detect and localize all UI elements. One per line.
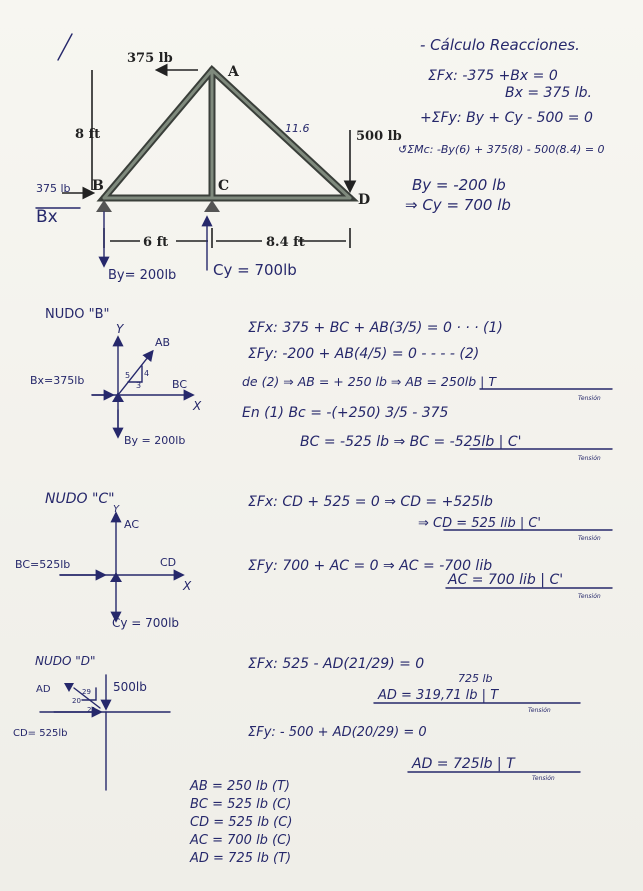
- node-b-x: X: [193, 399, 202, 413]
- joint-b-label: B: [92, 178, 104, 194]
- summary-item: BC = 525 lb (C): [190, 797, 292, 812]
- tension-tag: Tensión: [578, 395, 601, 402]
- span-cd-label: 8.4 ft: [266, 235, 305, 250]
- node-d-t-29: 29: [82, 688, 91, 696]
- node-c-eq-3: ΣFy: 700 + AC = 0 ⇒ AC = -700 lib: [248, 558, 493, 574]
- tension-tag: Tensión: [532, 775, 555, 782]
- node-b-y: Y: [116, 322, 124, 336]
- joint-d-label: D: [358, 192, 371, 208]
- diag-length-label: 11.6: [285, 122, 310, 135]
- node-d-eq-5: AD = 725lb | T: [412, 756, 515, 772]
- node-c-cd: CD: [160, 556, 177, 569]
- summary-item: AC = 700 lb (C): [190, 833, 292, 848]
- node-b-eq-5: BC = -525 lb ⇒ BC = -525lb | C': [300, 434, 522, 450]
- reactions-line-3: +ΣFy: By + Cy - 500 = 0: [420, 110, 593, 126]
- node-b-tri-3: 3: [136, 381, 142, 390]
- node-b-tri-4: 4: [144, 369, 150, 378]
- ad-arrowhead: [64, 683, 74, 692]
- node-c-bc: BC=525lb: [15, 558, 71, 571]
- reactions-line-1: ΣFx: -375 +Bx = 0: [428, 68, 558, 84]
- pin-support-b: [96, 200, 112, 212]
- node-b-eq-1: ΣFx: 375 + BC + AB(3/5) = 0 · · · (1): [248, 320, 503, 336]
- node-c-cy: Cy = 700lb: [112, 616, 180, 630]
- node-c-x: X: [183, 579, 192, 593]
- node-b-by: By = 200lb: [124, 434, 186, 447]
- node-b-bc: BC: [172, 378, 188, 391]
- cy-label: Cy = 700lb: [213, 261, 297, 279]
- node-c-eq-4: AC = 700 lib | C': [448, 572, 564, 588]
- node-d-load: 500lb: [113, 680, 147, 694]
- node-d-equations: [248, 656, 580, 772]
- node-b-ab: AB: [155, 336, 171, 349]
- node-b-eq-4: En (1) Bc = -(+250) 3/5 - 375: [242, 405, 449, 421]
- node-c-eq-1: ΣFx: CD + 525 = 0 ⇒ CD = +525lb: [248, 494, 493, 510]
- by-label: By= 200lb: [108, 268, 177, 283]
- reactions-title: - Cálculo Reacciones.: [420, 36, 580, 54]
- load-b-label: 375 lb: [36, 182, 71, 195]
- joint-a-label: A: [228, 64, 239, 80]
- pen-mark: [58, 34, 72, 60]
- node-b-bx: Bx=375lb: [30, 374, 85, 387]
- reactions-block: [398, 36, 605, 214]
- node-d-eq-1: ΣFx: 525 - AD(21/29) = 0: [248, 656, 425, 672]
- node-d-t-20: 20: [72, 697, 81, 705]
- node-c-y: Y: [113, 504, 120, 515]
- tension-tag: Tensión: [578, 455, 601, 462]
- span-bc-label: 6 ft: [143, 235, 169, 250]
- node-c-title: NUDO "C": [45, 491, 115, 507]
- height-label: 8 ft: [75, 127, 101, 142]
- node-b-tri-5: 5: [125, 371, 131, 380]
- summary-item: CD = 525 lb (C): [190, 815, 293, 830]
- node-b-eq-2: ΣFy: -200 + AB(4/5) = 0 - - - - (2): [248, 346, 480, 362]
- node-d-cd: CD= 525lb: [13, 728, 68, 739]
- load-d-label: 500 lb: [356, 129, 402, 144]
- reactions-line-4: ↺ΣMc: -By(6) + 375(8) - 500(8.4) = 0: [398, 143, 605, 156]
- node-c-eq-2: ⇒ CD = 525 lib | C': [418, 516, 541, 531]
- bx-label: Bx: [36, 207, 58, 227]
- tension-tag: Tensión: [528, 707, 551, 714]
- node-d-t-21: 21: [87, 706, 96, 714]
- summary-item: AB = 250 lb (T): [190, 779, 290, 794]
- node-d-eq-2: 725 lb: [458, 672, 493, 685]
- joint-c-label: C: [218, 178, 230, 194]
- summary-list: [189, 779, 292, 866]
- node-b-equations: [242, 320, 612, 450]
- reactions-line-5: By = -200 lb: [412, 176, 506, 194]
- node-b-eq-3: de (2) ⇒ AB = + 250 lb ⇒ AB = 250lb | T: [242, 374, 496, 389]
- node-d-eq-4: ΣFy: - 500 + AD(20/29) = 0: [248, 725, 427, 740]
- node-d-title: NUDO "D": [35, 654, 96, 668]
- node-c-equations: [248, 494, 612, 588]
- tension-tag: Tensión: [578, 535, 601, 542]
- reactions-line-2: Bx = 375 lb.: [505, 85, 592, 101]
- load-a-label: 375 lb: [127, 51, 173, 66]
- node-d-ad: AD: [36, 684, 51, 695]
- roller-support-c: [204, 200, 220, 212]
- node-c-ac: AC: [124, 518, 140, 531]
- summary-item: AD = 725 lb (T): [190, 851, 292, 866]
- node-b-title: NUDO "B": [45, 307, 110, 322]
- node-d-eq-3: AD = 319,71 lb | T: [378, 688, 499, 703]
- tension-tag: Tensión: [578, 593, 601, 600]
- reactions-line-6: ⇒ Cy = 700 lb: [405, 196, 511, 214]
